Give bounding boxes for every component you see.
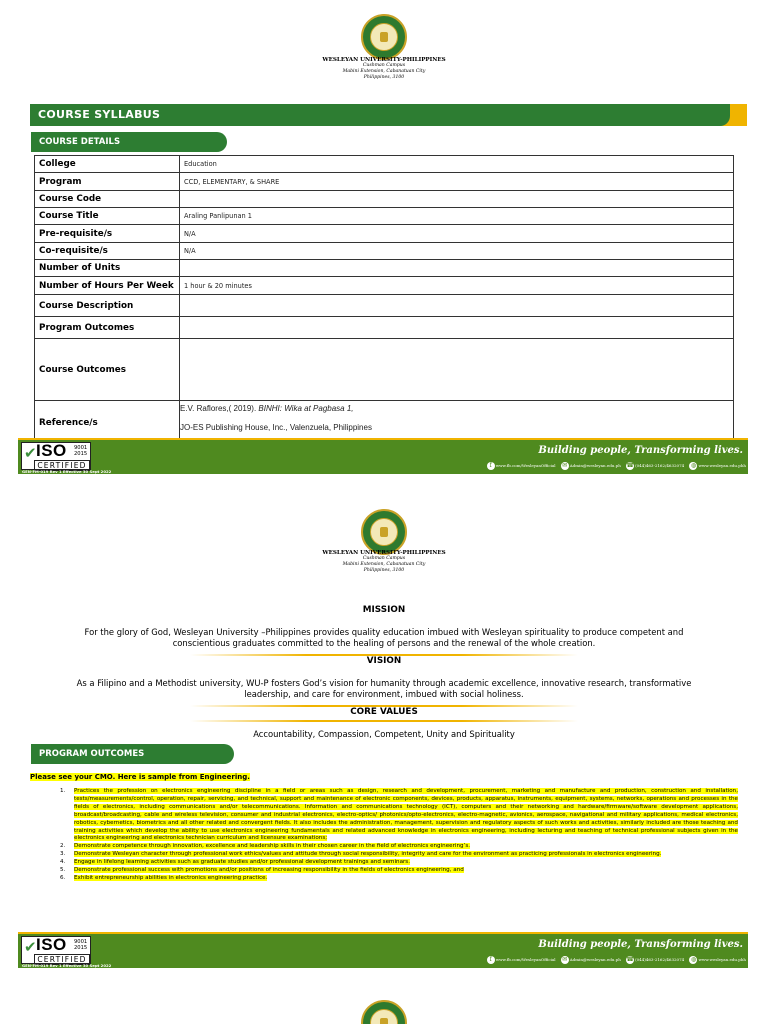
list-item: 6. Exhibit entrepreneurship abilities in electronics engineering practice.: [60, 874, 268, 881]
country: Philippines, 3100: [363, 75, 405, 80]
row-label: Course Code: [35, 191, 180, 208]
reference-line-1: [180, 404, 733, 413]
university-seal-logo: [361, 509, 407, 555]
row-label: Course Title: [35, 208, 180, 225]
email-icon: ✉: [562, 462, 568, 469]
campus: Cushman Campus: [362, 556, 406, 561]
table-row: [35, 243, 734, 260]
row-value: [180, 260, 734, 277]
table-row: [35, 277, 734, 295]
row-value: [180, 339, 734, 401]
program-outcomes-list: [60, 788, 738, 883]
list-item: 3. Demonstrate Wesleyan character through professional work ethics/values and attitude through social responsibility, integrity and care for the environment as practicing professionals in electronics engineering.: [60, 851, 662, 858]
page-footer: [0, 932, 768, 968]
core-values-text: Accountability, Compassion, Competent, Unity and Spirituality: [253, 729, 515, 739]
list-item: 1. Practices the profession on electronics engineering discipline in a field or areas such as design, research and development, procurement, marketing and manufacture and production, construction and installation, tests/measurements/control, operation, repair, servicing, and technical, support and maintenance of electronic components, devices, products, apparatus, instruments, equipment, systems, networks, operations and processes in the fields of electronics, including communications and/or telecommunications. Information and communications technology (ICT), computers and their networking and hardware/firmware/software development applications, broadcast/broadcasting, cable and wireless television, consumer and industrial electronics, electro-optics/ photonics/opto-electronics, electro-magnetic, avionics, aerospace, navigational and military applications, medical electronics, robotics, cybernetics, biometrics and all other related and convergent fields. It also includes the administration, management, supervision and regulatory aspects of such works and activities, similarly included are those teaching and training activities which develop the ability to use electronics engineering fundamentals and related advanced knowledge in electronics engineering, including lecturing and teaching of technical professional subjects given in the electronics engineering and electronics technician curriculum and licensure examinations;: [60, 788, 738, 842]
university-name: WESLEYAN UNIVERSITY-PHILIPPINES: [322, 57, 446, 63]
table-row: [35, 260, 734, 277]
tagline: Building people, Transforming lives.: [538, 445, 743, 456]
university-header: [0, 550, 768, 574]
mission-title: MISSION: [362, 605, 406, 615]
page-1: [0, 0, 768, 495]
check-icon: ✔: [24, 444, 37, 462]
table-row: [35, 339, 734, 401]
table-row: [35, 208, 734, 225]
table-row: [35, 295, 734, 317]
vision-text: As a Filipino and a Methodist university, WU-P fosters God’s vision for humanity through academic excellence, innovative research, transformative leadership, and care for environment, imbued with social holiness.: [76, 678, 692, 699]
document-code: GEN-FM-019 Rev 1 Effective 30 Sept 2022: [22, 469, 112, 474]
facebook-icon: f: [487, 956, 495, 964]
vision-title: VISION: [366, 656, 402, 666]
email-link[interactable]: Admin@wesleyan.edu.ph: [569, 957, 621, 962]
university-seal-logo: [361, 1000, 407, 1024]
website-link[interactable]: www.wesleyan.edu.phh: [698, 463, 746, 468]
row-value: 1 hour & 20 minutes: [180, 277, 734, 295]
table-row: [35, 156, 734, 173]
check-icon: ✔: [24, 938, 37, 956]
course-syllabus-banner: [30, 104, 747, 126]
globe-icon: ◍: [690, 956, 697, 963]
core-values-title: CORE VALUES: [350, 707, 418, 717]
table-row: [35, 317, 734, 339]
list-item: 5. Demonstrate professional success with promotions and/or positions of increasing responsibility in the fields of electronics engineering, and: [60, 867, 464, 874]
phone-icon: ☎: [626, 956, 634, 963]
row-label: Number of Units: [35, 260, 180, 277]
email-link[interactable]: Admin@wesleyan.edu.ph: [569, 463, 621, 468]
list-item: 2. Demonstrate competence through innovation, excellence and leadership skills in their chosen career in the field of electronics engineering’s.: [60, 843, 471, 850]
page-3: [0, 990, 768, 1024]
campus: Cushman Campus: [362, 63, 406, 68]
contact-info: [483, 956, 746, 964]
iso-certified-badge: ✔ ISO 9001 2015 CERTIFIED: [21, 442, 91, 470]
row-label: Program Outcomes: [35, 317, 180, 339]
list-item: 4. Engage in lifelong learning activities such as graduate studies and/or professional development trainings and seminars.: [60, 859, 411, 866]
course-details-table: [34, 155, 734, 445]
row-label: Reference/s: [35, 401, 180, 445]
course-syllabus-title: COURSE SYLLABUS: [38, 108, 161, 121]
facebook-link[interactable]: www.fb.com/WesleyanOfficial: [495, 463, 556, 468]
facebook-icon: f: [487, 462, 495, 470]
sample-note: Please see your CMO. Here is sample from Engineering.: [30, 773, 250, 781]
row-value: Education: [180, 156, 734, 173]
reference-line-2: JO-ES Publishing House, Inc., Valenzuela, Philippines: [180, 422, 372, 432]
email-icon: ✉: [562, 956, 568, 963]
university-header: [0, 57, 768, 81]
row-label: Number of Hours Per Week: [35, 277, 180, 295]
reference-book-title: BINHI: Wika at Pagbasa 1,: [258, 403, 354, 413]
row-label: Program: [35, 173, 180, 191]
program-outcomes-heading: PROGRAM OUTCOMES: [31, 744, 234, 764]
row-value: [180, 191, 734, 208]
contact-info: [483, 462, 746, 470]
phone-icon: ☎: [626, 462, 634, 469]
row-value: N/A: [180, 225, 734, 243]
document-code: GEN-FM-019 Rev 1 Effective 30 Sept 2022: [22, 963, 112, 968]
row-label: Course Description: [35, 295, 180, 317]
row-label: Pre-requisite/s: [35, 225, 180, 243]
page-footer: [0, 438, 768, 474]
row-label: Course Outcomes: [35, 339, 180, 401]
divider: [190, 720, 578, 722]
row-value: N/A: [180, 243, 734, 260]
address: Mabini Extension, Cabanatuan City: [342, 69, 426, 74]
table-row: [35, 191, 734, 208]
university-name: WESLEYAN UNIVERSITY-PHILIPPINES: [322, 550, 446, 556]
row-value: Araling Panlipunan 1: [180, 208, 734, 225]
row-value: [180, 295, 734, 317]
iso-certified-badge: ✔ ISO 9001 2015 CERTIFIED: [21, 936, 91, 964]
address: Mabini Extension, Cabanatuan City: [342, 562, 426, 567]
globe-icon: ◍: [690, 462, 697, 469]
phone-number: (044)463-2162/4632074: [635, 463, 685, 468]
website-link[interactable]: www.wesleyan.edu.phh: [698, 957, 746, 962]
row-label: College: [35, 156, 180, 173]
page-2: [0, 495, 768, 990]
table-row: [35, 173, 734, 191]
table-row: [35, 225, 734, 243]
mission-text: For the glory of God, Wesleyan University –Philippines provides quality education imbued with Wesleyan spirituality to produce competent and conscientious graduates committed to the healing of persons and the renewal of the whole creation.: [84, 627, 684, 648]
row-label: Co-requisite/s: [35, 243, 180, 260]
reference-author: E.V. Raflores,( 2019).: [180, 403, 259, 413]
facebook-link[interactable]: www.fb.com/WesleyanOfficial: [495, 957, 556, 962]
tagline: Building people, Transforming lives.: [538, 939, 743, 950]
country: Philippines, 3100: [363, 568, 405, 573]
row-value: CCD, ELEMENTARY, & SHARE: [180, 173, 734, 191]
phone-number: (044)463-2162/4632074: [635, 957, 685, 962]
course-details-heading: COURSE DETAILS: [31, 132, 227, 152]
row-value: [180, 317, 734, 339]
university-seal-logo: [361, 14, 407, 60]
